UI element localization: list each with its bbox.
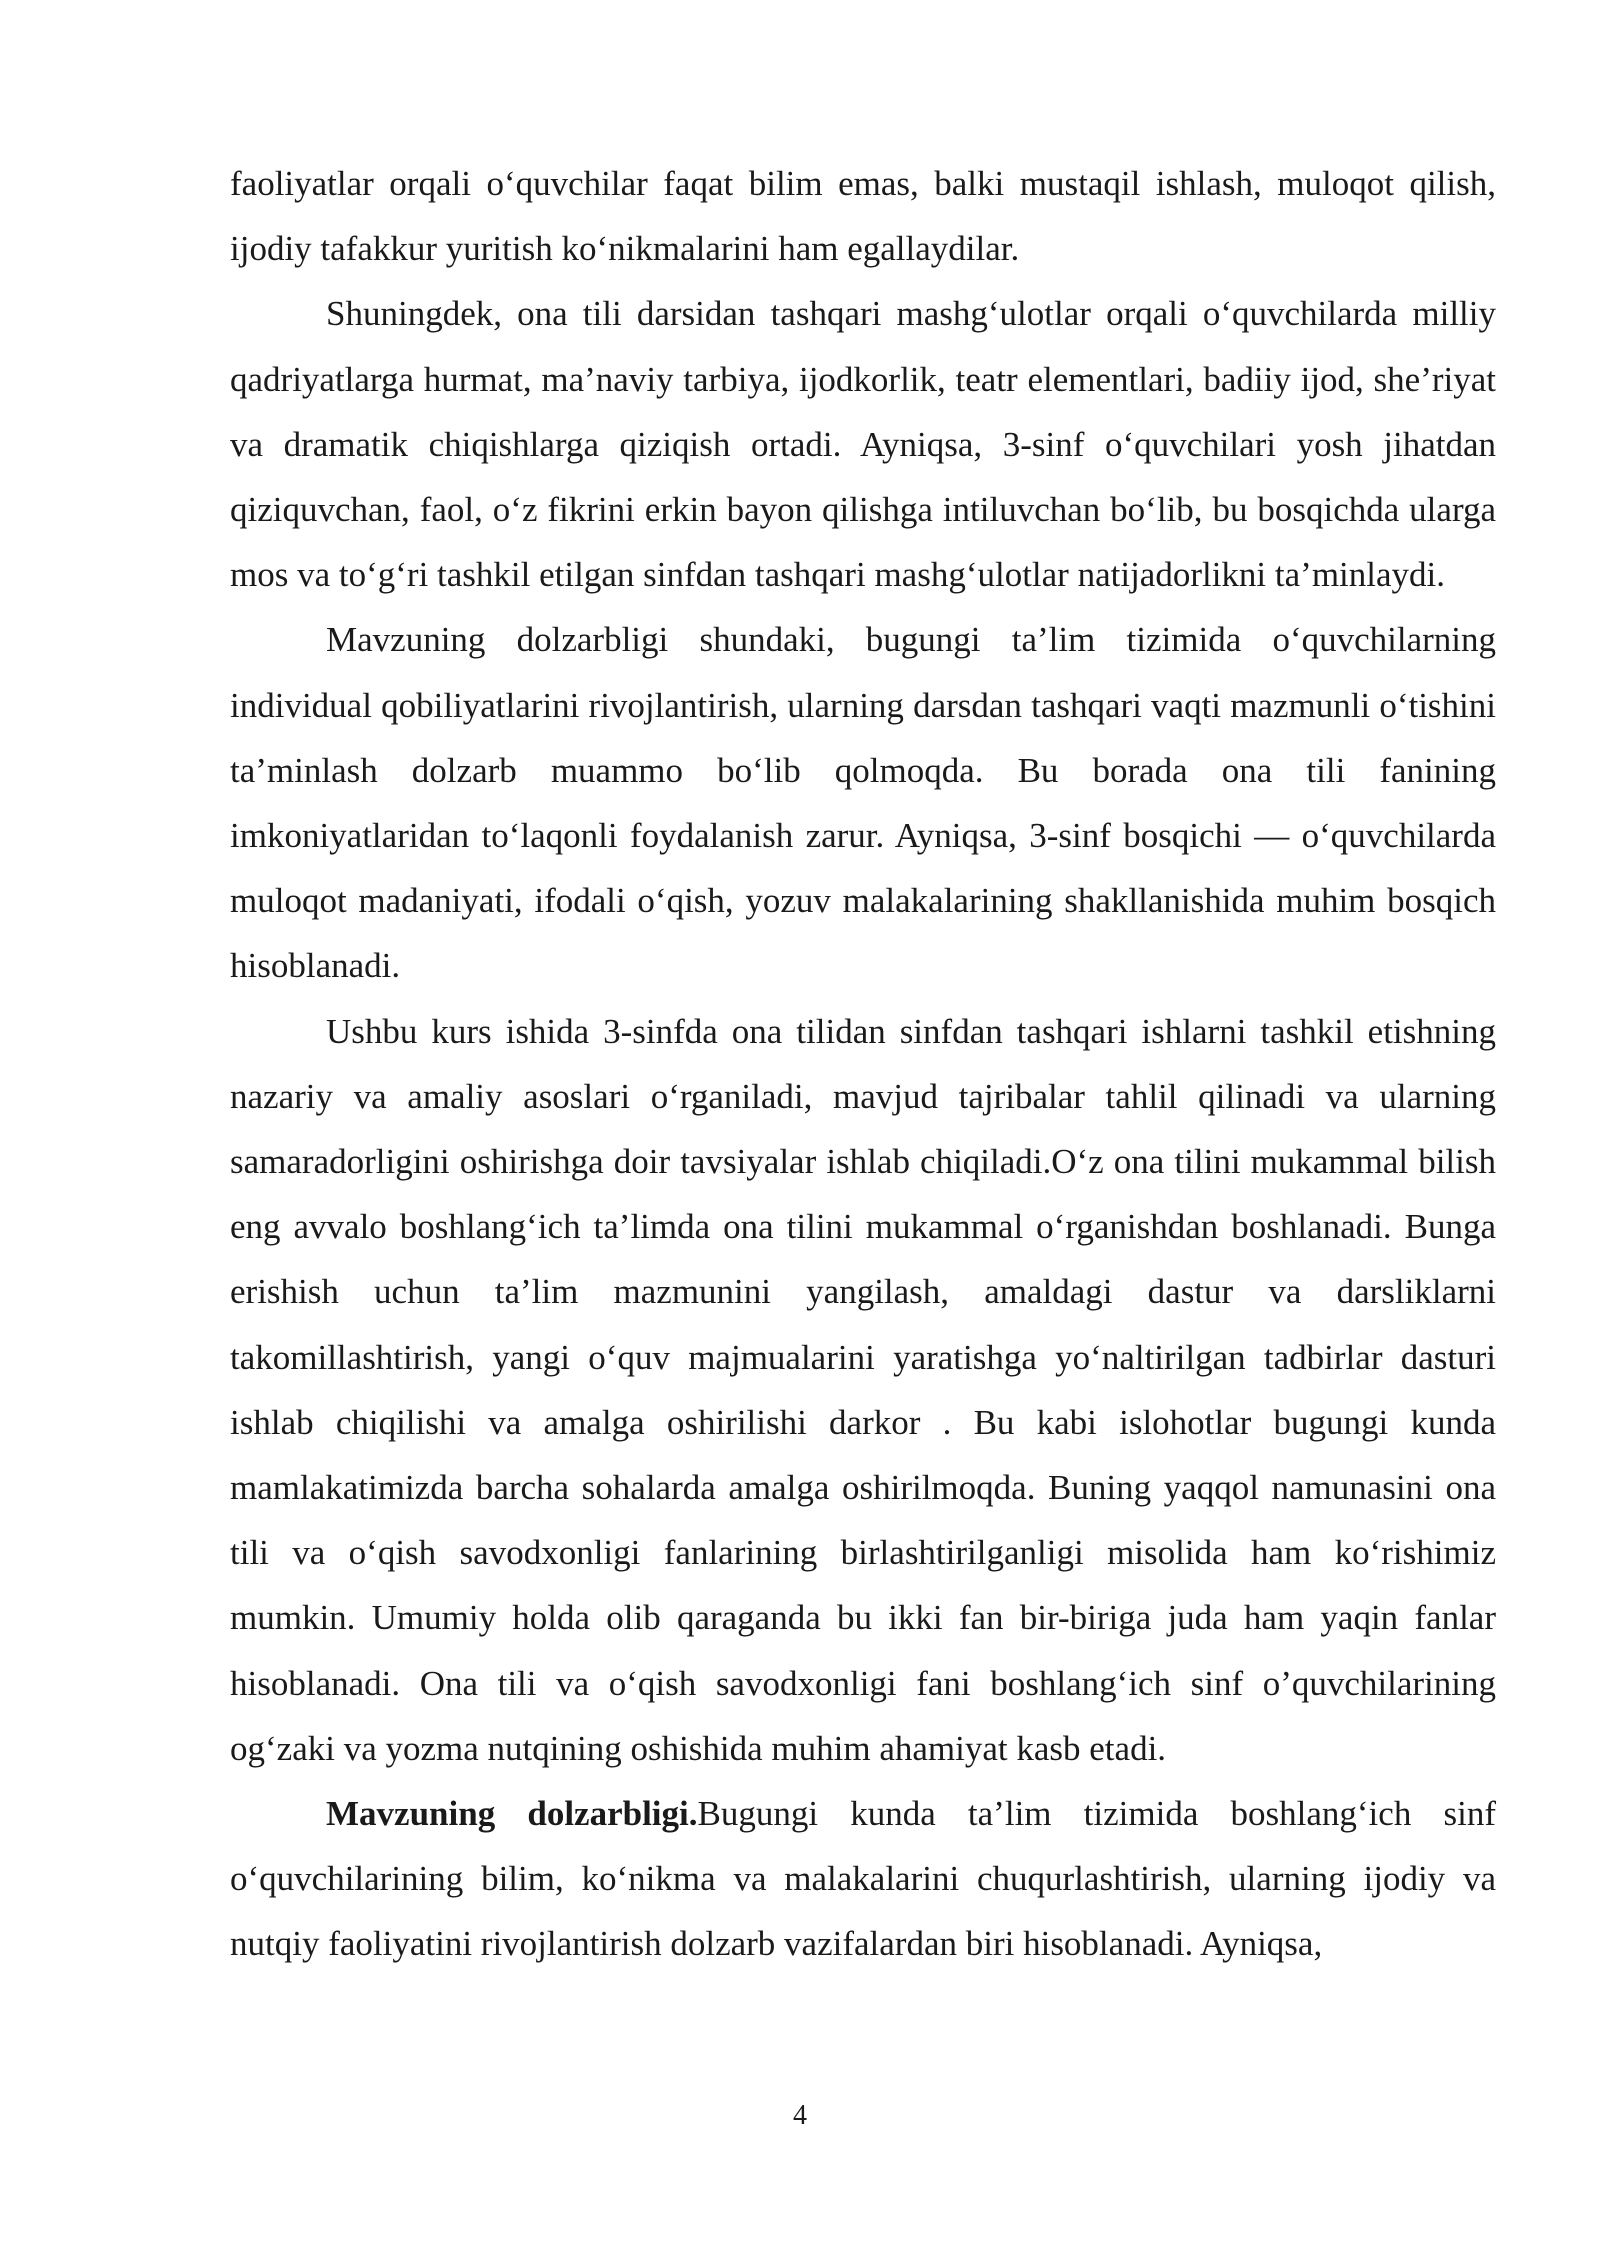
paragraph-body: Bugungi kunda ta’lim tizimida boshlang‘ich sinf o‘quvchilarining bilim, ko‘nikma va malakalarini chuqurlashtirish, ularning ijodiy va nutqiy faoliyatini rivojlantirish dolzarb vazifalardan biri hisoblanadi. Ayniqsa, (230, 1794, 1496, 1964)
paragraph-heading-bold: Mavzuning dolzarbligi. (326, 1794, 698, 1834)
page-number: 4 (793, 2100, 807, 2131)
paragraph-mavzuning-dolzarbligi (230, 1781, 1496, 1977)
body-text (230, 151, 1496, 1977)
paragraph-continuation: faoliyatlar orqali o‘quvchilar faqat bilim emas, balki mustaqil ishlash, muloqot qilish, ijodiy tafakkur yuritish ko‘nikmalarini ham egallaydilar. (230, 164, 1496, 269)
paragraph-ushbu-kurs-ishida: Ushbu kurs ishida 3-sinfda ona tilidan sinfdan tashqari ishlarni tashkil etishning nazariy va amaliy asoslari o‘rganiladi, mavjud tajribalar tahlil qilinadi va ularning samaradorligini oshirishga doir tavsiyalar ishlab chiqiladi.O‘z ona tilini mukammal bilish eng avvalo boshlang‘ich ta’limda ona tilini mukammal o‘rganishdan boshlanadi. Bunga erishish uchun ta’lim mazmunini yangilash, amaldagi dastur va darsliklarni takomillashtirish, yangi o‘quv majmualarini yaratishga yo‘naltirilgan tadbirlar dasturi ishlab chiqilishi va amalga oshirilishi darkor . Bu kabi islohotlar bugungi kunda mamlakatimizda barcha sohalarda amalga oshirilmoqda. Buning yaqqol namunasini ona tili va o‘qish savodxonligi fanlarining birlashtirilganligi misolida ham ko‘rishimiz mumkin. Umumiy holda olib qaraganda bu ikki fan bir-biriga juda ham yaqin fanlar hisoblanadi. Ona tili va o‘qish savodxonligi fani boshlang‘ich sinf o’quvchilarining og‘zaki va yozma nutqining oshishida muhim ahamiyat kasb etadi. (230, 1011, 1496, 1768)
paragraph-mavzuning-dolzarbligi-shundaki: Mavzuning dolzarbligi shundaki, bugungi ta’lim tizimida o‘quvchilarning individual qobiliyatlarini rivojlantirish, ularning darsdan tashqari vaqti mazmunli o‘tishini ta’minlash dolzarb muammo bo‘lib qolmoqda. Bu borada ona tili fanining imkoniyatlaridan to‘laqonli foydalanish zarur. Ayniqsa, 3-sinf bosqichi — o‘quvchilarda muloqot madaniyati, ifodali o‘qish, yozuv malakalarining shakllanishida muhim bosqich hisoblanadi. (230, 620, 1496, 986)
paragraph-shuningdek: Shuningdek, ona tili darsidan tashqari mashg‘ulotlar orqali o‘quvchilarda milliy qadriyatlarga hurmat, ma’naviy tarbiya, ijodkorlik, teatr elementlari, badiiy ijod, she’riyat va dramatik chiqishlarga qiziqish ortadi. Ayniqsa, 3-sinf o‘quvchilari yosh jihatdan qiziquvchan, faol, o‘z fikrini erkin bayon qilishga intiluvchan bo‘lib, bu bosqichda ularga mos va to‘g‘ri tashkil etilgan sinfdan tashqari mashg‘ulotlar natijadorlikni ta’minlaydi. (230, 294, 1496, 595)
